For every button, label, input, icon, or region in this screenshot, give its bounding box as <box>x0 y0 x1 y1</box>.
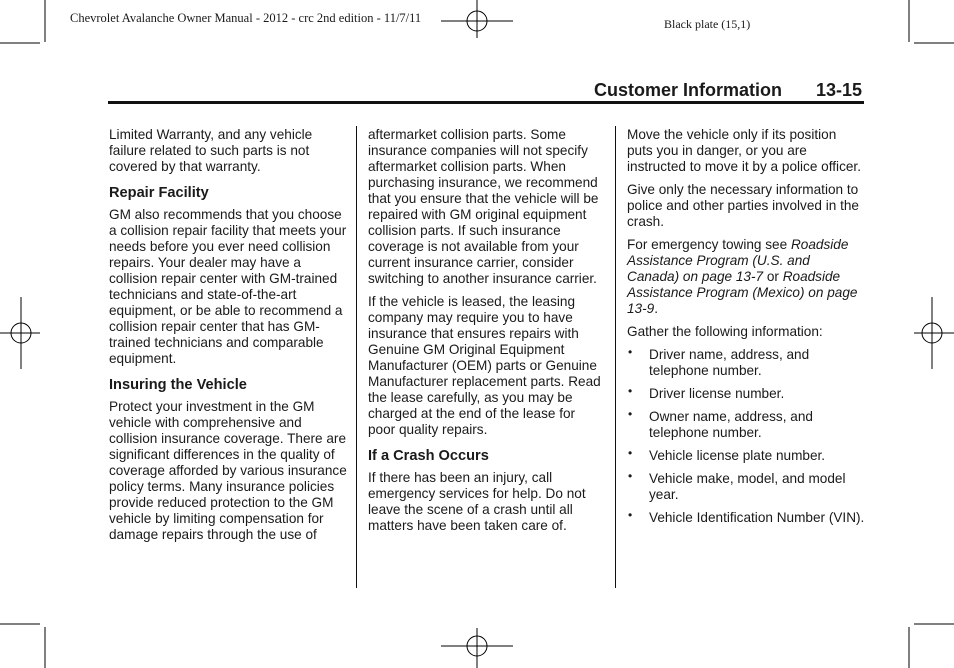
bullet-icon: • <box>628 508 633 522</box>
page-number: 13-15 <box>816 80 863 100</box>
paragraph: If the vehicle is leased, the leasing company may require you to have insurance that ensures repairs with Genuine GM Original Equipment Manufacturer (OEM) parts or Genuine Manufacturer replacement parts. Read the lease carefully, as you may be charged at the end of the lease for poor quality repairs. <box>368 294 601 437</box>
section-title: Customer Information <box>594 80 783 100</box>
bullet-icon: • <box>628 407 633 421</box>
bullet-icon: • <box>628 384 633 398</box>
list-item: • Vehicle make, model, and model year. <box>628 469 846 502</box>
column-3 <box>627 127 865 533</box>
bullet-icon: • <box>628 345 633 359</box>
information-list <box>627 347 865 526</box>
paragraph: Protect your investment in the GM vehicle with comprehensive and collision insurance coverage. There are significant differences in the quality of coverage afforded by various insurance policy terms. Many insurance policies provide reduced protection to the GM vehicle by limiting compensation for damage repairs through the use of <box>109 399 347 542</box>
paragraph: Move the vehicle only if its position puts you in danger, or you are instructed to move it by a police officer. <box>627 127 861 174</box>
paragraph: aftermarket collision parts. Some insurance companies will not specify aftermarket collision parts. When purchasing insurance, we recommend that you ensure that the vehicle will be repaired with GM original equipment collision parts. If such insurance coverage is not available from your current insurance carrier, consider switching to another insurance carrier. <box>368 127 599 286</box>
column-divider-1 <box>356 126 357 588</box>
towing-intro: For emergency towing see <box>627 237 791 252</box>
heading-insuring-vehicle: Insuring the Vehicle <box>109 377 247 393</box>
column-2 <box>368 127 606 541</box>
list-item: • Vehicle Identification Number (VIN). <box>628 508 865 525</box>
cross-reference-link[interactable]: Roadside Assistance Program (Mexico) on page 13-9 <box>627 269 858 316</box>
paragraph: Give only the necessary information to police and other parties involved in the crash. <box>627 182 859 229</box>
registration-mark-top <box>441 0 513 38</box>
header-rule <box>108 101 864 104</box>
paragraph: GM also recommends that you choose a collision repair facility that meets your needs before you ever need collision repairs. Your dealer may have a collision repair center with GM-trained technicians and state-of-the-art equipment, or be able to recommend a collision repair center that has GM-trained technicians and comparable equipment. <box>109 207 347 366</box>
print-slug: Chevrolet Avalanche Owner Manual - 2012 - crc 2nd edition - 11/7/11 <box>70 11 422 25</box>
towing-end: . <box>654 301 658 316</box>
registration-mark-right <box>914 297 954 369</box>
cross-reference-link[interactable]: Roadside Assistance Program (U.S. and Canada) on page 13-7 <box>627 237 849 284</box>
bullet-icon: • <box>628 446 633 460</box>
towing-or: or <box>763 269 783 284</box>
heading-crash-occurs: If a Crash Occurs <box>368 448 489 464</box>
heading-repair-facility: Repair Facility <box>109 185 209 201</box>
list-item: • Driver license number. <box>628 384 785 401</box>
list-item: • Owner name, address, and telephone number. <box>628 407 813 440</box>
registration-mark-bottom <box>441 628 513 668</box>
plate-label: Black plate (15,1) <box>664 17 751 31</box>
paragraph: If there has been an injury, call emergency services for help. Do not leave the scene of a crash until all matters have been taken care of. <box>368 470 586 533</box>
list-item: • Vehicle license plate number. <box>628 446 826 463</box>
registration-mark-left <box>0 297 40 369</box>
paragraph: Gather the following information: <box>627 324 823 339</box>
list-item: • Driver name, address, and telephone number. <box>628 345 810 378</box>
bullet-icon: • <box>628 469 633 483</box>
column-divider-2 <box>615 126 616 588</box>
column-1 <box>109 127 349 550</box>
paragraph: Limited Warranty, and any vehicle failure related to such parts is not covered by that warranty. <box>109 127 313 174</box>
towing-paragraph <box>627 237 865 317</box>
